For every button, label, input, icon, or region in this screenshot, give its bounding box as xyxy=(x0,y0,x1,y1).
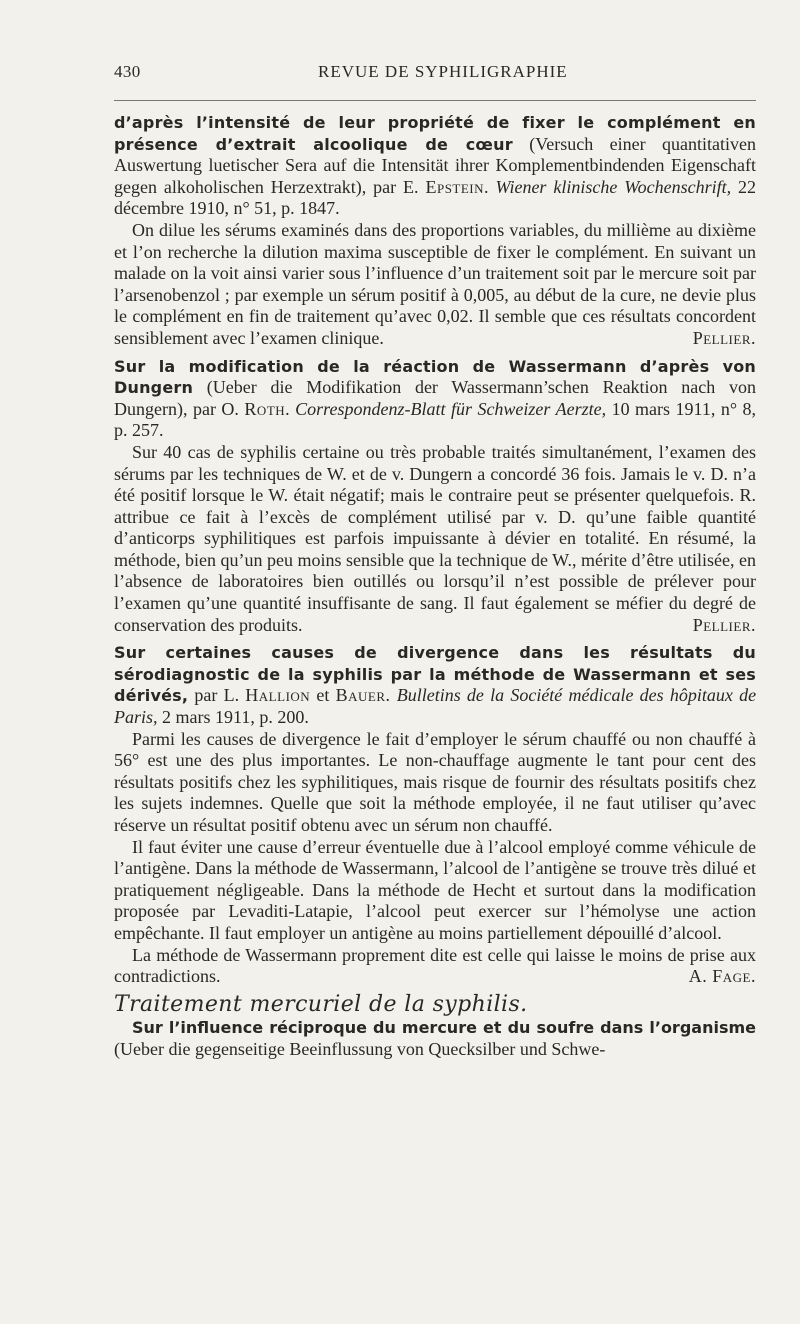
abstract-body-3c xyxy=(114,945,756,988)
abstract-entry-1: d’après l’intensité de leur propriété de fixer le complément en présence d’extrait alcoolique de cœur (Versuch einer quantitativen Auswertung luetischer Sera auf die Intensität ihrer Komplementbindenden Eigenschaft gegen alkoholischen Herzextrakt), par E. Epstein. Wiener klinische Wochenschrift, 22 décembre 1910, n° 51, p. 1847. xyxy=(114,113,756,219)
entry-author: Hallion xyxy=(245,685,311,706)
abstract-signature: A. Fage. xyxy=(688,966,756,987)
entry-details: (Versuch einer quantitativen Auswertung luetischer Sera auf die Intensität ihrer Komplementbindenden Eigenschaft gegen alkoholischen Herzextrakt), par E. xyxy=(114,133,756,197)
entry-conjunction: et xyxy=(316,685,330,706)
entry-author: Roth xyxy=(244,398,286,419)
section-title: Traitement mercuriel de la syphilis. xyxy=(114,991,528,1017)
abstract-body-2 xyxy=(114,442,756,636)
abstract-signature: Pellier. xyxy=(692,327,756,348)
entry-details: par L. xyxy=(194,685,240,706)
abstract-entry-3 xyxy=(114,642,756,728)
entry-journal: Bulletins de la Société médicale des hôpitaux de Paris, xyxy=(114,685,757,728)
abstract-body-1 xyxy=(114,220,756,350)
abstract-entry-2: Sur la modification de la réaction de Wassermann d’après von Dungern (Ueber die Modifikation der Wassermann’schen Reaktion nach von Dungern), par O. Roth. Correspondenz-Blatt für Schweizer Aerzte, 10 mars 1911, n° 8, p. 257. xyxy=(114,356,757,441)
abstract-signature: Pellier. xyxy=(692,614,756,635)
abstract-text: On dilue les sérums examinés dans des proportions variables, du millième au dixième et l’on recherche la dilution maxima susceptible de fixer le complément. En suivant un malade on la voit ainsi varier sous l’influence d’un traitement soit par le mercure soit par l’arsenobenzol ; par exemple un sérum positif à 0,005, au début de la cure, ne devie plus le complément en fin de traitement qu’avec 0,02. Il semble que ces résultats concordent sensiblement avec l’examen clinique. xyxy=(114,219,756,348)
running-title: REVUE DE SYPHILIGRAPHIE xyxy=(318,62,568,81)
abstract-text: Sur 40 cas de syphilis certaine ou très probable traités simultanément, l’examen des sérums par les techniques de W. et de v. Dungern a concordé 36 fois. Jamais le v. D. n’a été positif lorsque le W. était négatif; mais le contraire peut se présenter quelquefois. R. attribue ce fait à l’excès de complément utilisé par v. D. qu’une faible quantité d’anticorps syphilitiques est parfois impuissante à dévier en totalité. En résumé, la méthode, bien qu’un peu moins sensible que la technique de W., mérite d’être utilisée, en l’absence de laboratoires bien outillés ou lorsqu’il n’est possible de prélever pour l’examen qu’une quantité insuffisante de sang. Il faut également se méfier du degré de conservation des produits. xyxy=(114,441,756,635)
entry-reference: 10 mars 1911, n° 8, p. 257. xyxy=(114,398,757,441)
entry-title: Sur l’influence réciproque du mercure et du soufre dans l’organisme xyxy=(132,1018,756,1038)
entry-reference: 22 décembre 1910, n° 51, p. 1847. xyxy=(114,176,756,219)
entry-journal: Wiener klinische Wochenschrift, xyxy=(495,176,732,197)
entry-reference: 2 mars 1911, p. 200. xyxy=(162,707,309,728)
abstract-body-3b: Il faut éviter une cause d’erreur éventuelle due à l’alcool employé comme véhicule de l’antigène. Dans la méthode de Wassermann, l’alcool de l’antigène se trouve très dilué et pratiquement négligeable. Dans la méthode de Hecht et surtout dans la modification proposée par Levaditi-Latapie, l’alcool peut exercer sur l’hémolyse une action empêchante. Il faut employer un antigène au moins partiellement dépouillé d’alcool. xyxy=(114,836,756,943)
entry-details: (Ueber die Modifikation der Wassermann’schen Reaktion nach von Dungern), par O. xyxy=(114,377,756,419)
entry-author: Bauer. xyxy=(335,685,391,706)
header-rule xyxy=(114,100,756,101)
abstract-text: La méthode de Wassermann proprement dite est celle qui laisse le moins de prise aux contradictions. xyxy=(114,944,756,987)
entry-journal: Correspondenz-Blatt für Schweizer Aerzte, xyxy=(295,398,607,419)
entry-title: Sur certaines causes de divergence dans les résultats du sérodiagnostic de la syphilis par la méthode de Wassermann et ses dérivés, xyxy=(114,643,756,706)
entry-title: Sur la modification de la réaction de Wassermann d’après von Dungern xyxy=(114,356,756,398)
page-number: 430 xyxy=(114,62,141,81)
abstract-entry-4 xyxy=(114,1017,756,1060)
entry-title: d’après l’intensité de leur propriété de fixer le complément en présence d’extrait alcoolique de cœur xyxy=(114,113,756,154)
abstract-body-3a: Parmi les causes de divergence le fait d’employer le sérum chauffé ou non chauffé à 56° est une des plus importantes. Le non-chauffage augmente le tant pour cent des résultats positifs chez les syphilitiques, mais risque de fournir des résultats positifs chez les sujets indemnes. Quelle que soit la méthode employée, il ne faut utiliser qu’avec réserve un résultat positif obtenu avec un sérum non chauffé. xyxy=(114,728,756,835)
entry-author: Epstein xyxy=(425,176,485,197)
page-body xyxy=(114,112,756,1061)
entry-details: (Ueber die gegenseitige Beeinflussung von Quecksilber und Schwe- xyxy=(114,1038,606,1059)
